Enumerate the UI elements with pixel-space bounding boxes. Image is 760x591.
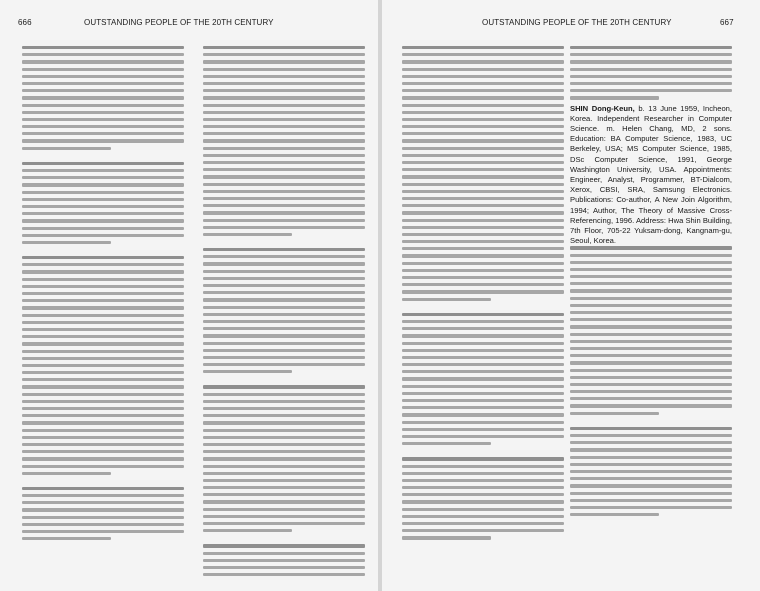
blurred-text-line [22,306,184,309]
blurred-text-line [203,111,365,114]
blurred-text-line [203,443,365,446]
blurred-text-line [402,204,564,207]
blurred-text-line [203,320,365,323]
blurred-text-line [22,321,184,324]
blurred-text-line [22,501,184,504]
blurred-text-line [570,376,732,379]
blurred-text-line [203,493,365,496]
blurred-text-line [203,566,365,569]
blurred-text-line [402,154,564,157]
blurred-text-line [22,443,184,446]
left-page-header [0,18,378,30]
blurred-text-line [22,508,184,511]
blurred-text-line [22,436,184,439]
blurred-text-line [570,82,732,85]
blurred-text-line [203,313,365,316]
right-column-2 [570,46,732,576]
blurred-text-line [402,370,564,373]
blurred-text-line [22,516,184,519]
blurred-text-line [402,472,564,475]
blurred-text-line [570,463,732,466]
blurred-text-line [402,406,564,409]
entry-gap [203,536,365,544]
blurred-text-line [402,276,564,279]
blurred-text-line [203,436,365,439]
left-column-2 [203,46,365,576]
blurred-text-line [402,479,564,482]
left-running-title: OUTSTANDING PEOPLE OF THE 20TH CENTURY [84,18,274,27]
blurred-text-line [22,487,184,490]
blurred-text-line [203,334,365,337]
blurred-text-line [402,168,564,171]
blurred-text-line [22,350,184,353]
blurred-text-line [570,318,732,321]
blurred-text-line [203,132,365,135]
blurred-text-line [203,457,365,460]
blurred-text-line [402,313,564,316]
blurred-text-line [203,342,365,345]
blurred-text-line [402,175,564,178]
blurred-text-line [570,340,732,343]
blurred-text-line [22,241,111,244]
blurred-text-line [570,499,732,502]
right-page-header [382,18,760,30]
blurred-text-line [22,407,184,410]
right-page-number: 667 [720,18,734,27]
blurred-text-line [203,349,365,352]
blurred-text-line [570,397,732,400]
blurred-text-line [22,342,184,345]
blurred-text-line [402,465,564,468]
blurred-text-line [22,191,184,194]
blurred-text-line [203,154,365,157]
blurred-text-line [402,89,564,92]
entry-shin-dong-keun [570,104,732,247]
blurred-text-line [402,508,564,511]
blurred-text-line [22,183,184,186]
blurred-text-line [22,118,184,121]
blurred-text-line [22,176,184,179]
blurred-text-line [203,515,365,518]
blurred-text-line [203,219,365,222]
entry-body: b. 13 June 1959, Incheon, Korea. Independent Researcher in Computer Science. m. Helen Chang, MD, 2 sons. Education: BA Computer Science, 1983, UC Berkeley, USA; MS Computer Science, 1985, DSc Computer Science, 1991, George Washington University, USA. Appointments: Engineer, Analyst, Programmer, BT-Dialcom, Xerox, CBSI, SRA, Samsung Electronics. Publications: Co-author, A New Join Algorithm, 1994; Author, The Theory of Massive Cross-Referencing, 1996. Address: Hwa Shin Building, 7th Floor, 705-22 Yuksam-dong, Kangnam-gu, Seoul, Korea. [570,103,732,246]
blurred-text-line [203,298,365,301]
blurred-text-line [570,75,732,78]
blurred-text-line [402,68,564,71]
blurred-text-line [203,96,365,99]
blurred-text-line [570,470,732,473]
blurred-text-line [402,342,564,345]
blurred-text-line [570,390,732,393]
blurred-text-line [203,89,365,92]
blurred-text-line [402,399,564,402]
blurred-text-line [203,363,365,366]
blurred-text-line [22,53,184,56]
blurred-text-line [203,486,365,489]
blurred-text-line [22,96,184,99]
blurred-text-line [402,46,564,49]
blurred-text-line [570,477,732,480]
entry-gap [203,240,365,248]
blurred-text-line [570,89,732,92]
entry-gap [402,305,564,313]
blurred-text-line [203,175,365,178]
blurred-text-line [22,537,111,540]
blurred-text-line [22,292,184,295]
left-column-1 [22,46,184,576]
blurred-text-line [22,393,184,396]
blurred-text-line [203,508,365,511]
blurred-text-line [570,347,732,350]
blurred-text-line [203,248,365,251]
blurred-text-line [22,198,184,201]
blurred-text-line [570,304,732,307]
blurred-text-line [402,442,491,445]
blurred-text-line [402,226,564,229]
blurred-text-line [203,327,365,330]
blurred-text-line [203,393,365,396]
blurred-text-line [402,413,564,416]
entry-gap [203,377,365,385]
blurred-text-line [402,60,564,63]
blurred-text-line [570,246,732,249]
blurred-text-line [203,421,365,424]
blurred-text-line [203,82,365,85]
blurred-text-line [22,82,184,85]
blurred-text-line [570,275,732,278]
blurred-text-line [402,254,564,257]
blurred-text-line [402,536,491,539]
blurred-text-line [570,361,732,364]
blurred-text-line [22,523,184,526]
blurred-text-line [570,53,732,56]
blurred-text-line [203,529,292,532]
blurred-text-line [203,559,365,562]
blurred-text-line [402,219,564,222]
blurred-text-line [203,262,365,265]
blurred-text-line [203,197,365,200]
blurred-text-line [22,314,184,317]
blurred-text-line [402,500,564,503]
right-running-title: OUTSTANDING PEOPLE OF THE 20TH CENTURY [482,18,672,27]
blurred-text-line [22,234,184,237]
blurred-text-line [22,125,184,128]
blurred-text-line [22,465,184,468]
blurred-text-line [203,68,365,71]
blurred-text-line [203,544,365,547]
blurred-text-line [22,335,184,338]
blurred-text-line [402,298,491,301]
blurred-text-line [203,233,292,236]
blurred-text-line [570,268,732,271]
blurred-text-line [570,261,732,264]
blurred-text-line [22,472,111,475]
blurred-text-line [570,506,732,509]
blurred-text-line [402,269,564,272]
blurred-text-line [402,283,564,286]
blurred-text-line [22,429,184,432]
blurred-text-line [203,147,365,150]
blurred-text-line [22,219,184,222]
blurred-text-line [203,139,365,142]
blurred-text-line [22,104,184,107]
blurred-text-line [22,263,184,266]
blurred-text-line [402,334,564,337]
blurred-text-line [570,254,732,257]
blurred-text-line [22,457,184,460]
blurred-text-line [203,104,365,107]
blurred-text-line [402,104,564,107]
blurred-text-line [203,190,365,193]
blurred-text-line [203,385,365,388]
blurred-text-line [402,421,564,424]
blurred-text-line [402,290,564,293]
blurred-text-line [402,96,564,99]
blurred-text-line [570,60,732,63]
blurred-text-line [570,96,659,99]
blurred-text-line [203,407,365,410]
blurred-text-line [22,385,184,388]
blurred-text-line [22,212,184,215]
blurred-text-line [22,46,184,49]
blurred-text-line [402,247,564,250]
blurred-text-line [402,493,564,496]
blurred-text-line [22,278,184,281]
blurred-text-line [402,327,564,330]
left-page-number: 666 [18,18,32,27]
blurred-text-line [203,284,365,287]
blurred-text-line [203,414,365,417]
blurred-text-line [570,404,732,407]
blurred-text-line [402,515,564,518]
blurred-text-line [402,233,564,236]
blurred-text-line [570,297,732,300]
blurred-text-line [570,383,732,386]
blurred-text-line [22,162,184,165]
blurred-text-line [203,552,365,555]
blurred-text-line [402,363,564,366]
blurred-text-line [402,392,564,395]
blurred-text-line [203,450,365,453]
blurred-text-line [402,320,564,323]
blurred-text-line [22,450,184,453]
blurred-text-line [203,400,365,403]
blurred-text-line [22,400,184,403]
blurred-text-line [22,132,184,135]
blurred-text-line [203,479,365,482]
entry-gap [402,449,564,457]
blurred-text-line [22,270,184,273]
blurred-text-line [203,75,365,78]
blurred-text-line [203,356,365,359]
blurred-text-line [22,421,184,424]
blurred-text-line [570,369,732,372]
blurred-text-line [402,183,564,186]
blurred-text-line [203,277,365,280]
blurred-text-line [22,299,184,302]
blurred-text-line [570,456,732,459]
blurred-text-line [203,255,365,258]
blurred-text-line [402,385,564,388]
blurred-text-line [22,60,184,63]
blurred-text-line [402,240,564,243]
blurred-text-line [570,448,732,451]
entry-gap [570,419,732,427]
blurred-text-line [570,513,659,516]
blurred-text-line [570,434,732,437]
blurred-text-line [570,412,659,415]
blurred-text-line [22,89,184,92]
blurred-text-line [22,111,184,114]
left-page [0,0,378,591]
blurred-text-line [22,494,184,497]
blurred-text-line [22,530,184,533]
blurred-text-line [402,82,564,85]
blurred-text-line [402,190,564,193]
right-page [382,0,760,591]
blurred-text-line [402,356,564,359]
blurred-text-line [22,68,184,71]
blurred-text-line [22,139,184,142]
blurred-text-line [203,291,365,294]
blurred-text-line [402,457,564,460]
blurred-text-line [22,227,184,230]
blurred-text-line [402,428,564,431]
blurred-text-line [203,522,365,525]
blurred-text-line [570,311,732,314]
blurred-text-line [203,429,365,432]
blurred-text-line [402,349,564,352]
blurred-text-line [570,289,732,292]
blurred-text-line [570,427,732,430]
blurred-text-line [22,371,184,374]
blurred-text-line [203,60,365,63]
blurred-text-line [203,226,365,229]
blurred-text-line [203,370,292,373]
blurred-text-line [402,197,564,200]
blurred-text-line [402,132,564,135]
blurred-text-line [22,378,184,381]
blurred-text-line [203,125,365,128]
blurred-text-line [22,205,184,208]
blurred-text-line [570,441,732,444]
entry-gap [22,248,184,256]
blurred-text-line [402,211,564,214]
blurred-text-line [203,211,365,214]
blurred-text-line [402,75,564,78]
blurred-text-line [402,529,564,532]
blurred-text-line [22,147,111,150]
blurred-text-line [203,46,365,49]
blurred-text-line [203,118,365,121]
blurred-text-line [402,118,564,121]
blurred-text-line [402,262,564,265]
blurred-text-line [203,306,365,309]
blurred-text-line [402,125,564,128]
blurred-text-line [203,183,365,186]
blurred-text-line [203,270,365,273]
blurred-text-line [203,500,365,503]
blurred-text-line [402,139,564,142]
blurred-text-line [402,53,564,56]
blurred-text-line [22,256,184,259]
blurred-text-line [22,328,184,331]
blurred-text-line [402,111,564,114]
blurred-text-line [402,147,564,150]
blurred-text-line [402,486,564,489]
blurred-text-line [203,168,365,171]
blurred-text-line [22,75,184,78]
blurred-text-line [402,435,564,438]
blurred-text-line [203,161,365,164]
blurred-text-line [203,573,365,576]
entry-gap [22,479,184,487]
entry-gap [22,154,184,162]
blurred-text-line [22,364,184,367]
right-column-1 [402,46,564,576]
blurred-text-line [570,325,732,328]
blurred-text-line [570,282,732,285]
blurred-text-line [22,285,184,288]
blurred-text-line [402,522,564,525]
blurred-text-line [570,333,732,336]
entry-name: SHIN Dong-Keun, [570,103,635,113]
blurred-text-line [570,484,732,487]
blurred-text-line [402,161,564,164]
blurred-text-line [203,204,365,207]
blurred-text-line [203,465,365,468]
blurred-text-line [22,357,184,360]
blurred-text-line [402,377,564,380]
blurred-text-line [22,414,184,417]
blurred-text-line [570,46,732,49]
blurred-text-line [22,169,184,172]
blurred-text-line [570,68,732,71]
blurred-text-line [203,53,365,56]
blurred-text-line [570,354,732,357]
blurred-text-line [570,492,732,495]
blurred-text-line [203,472,365,475]
